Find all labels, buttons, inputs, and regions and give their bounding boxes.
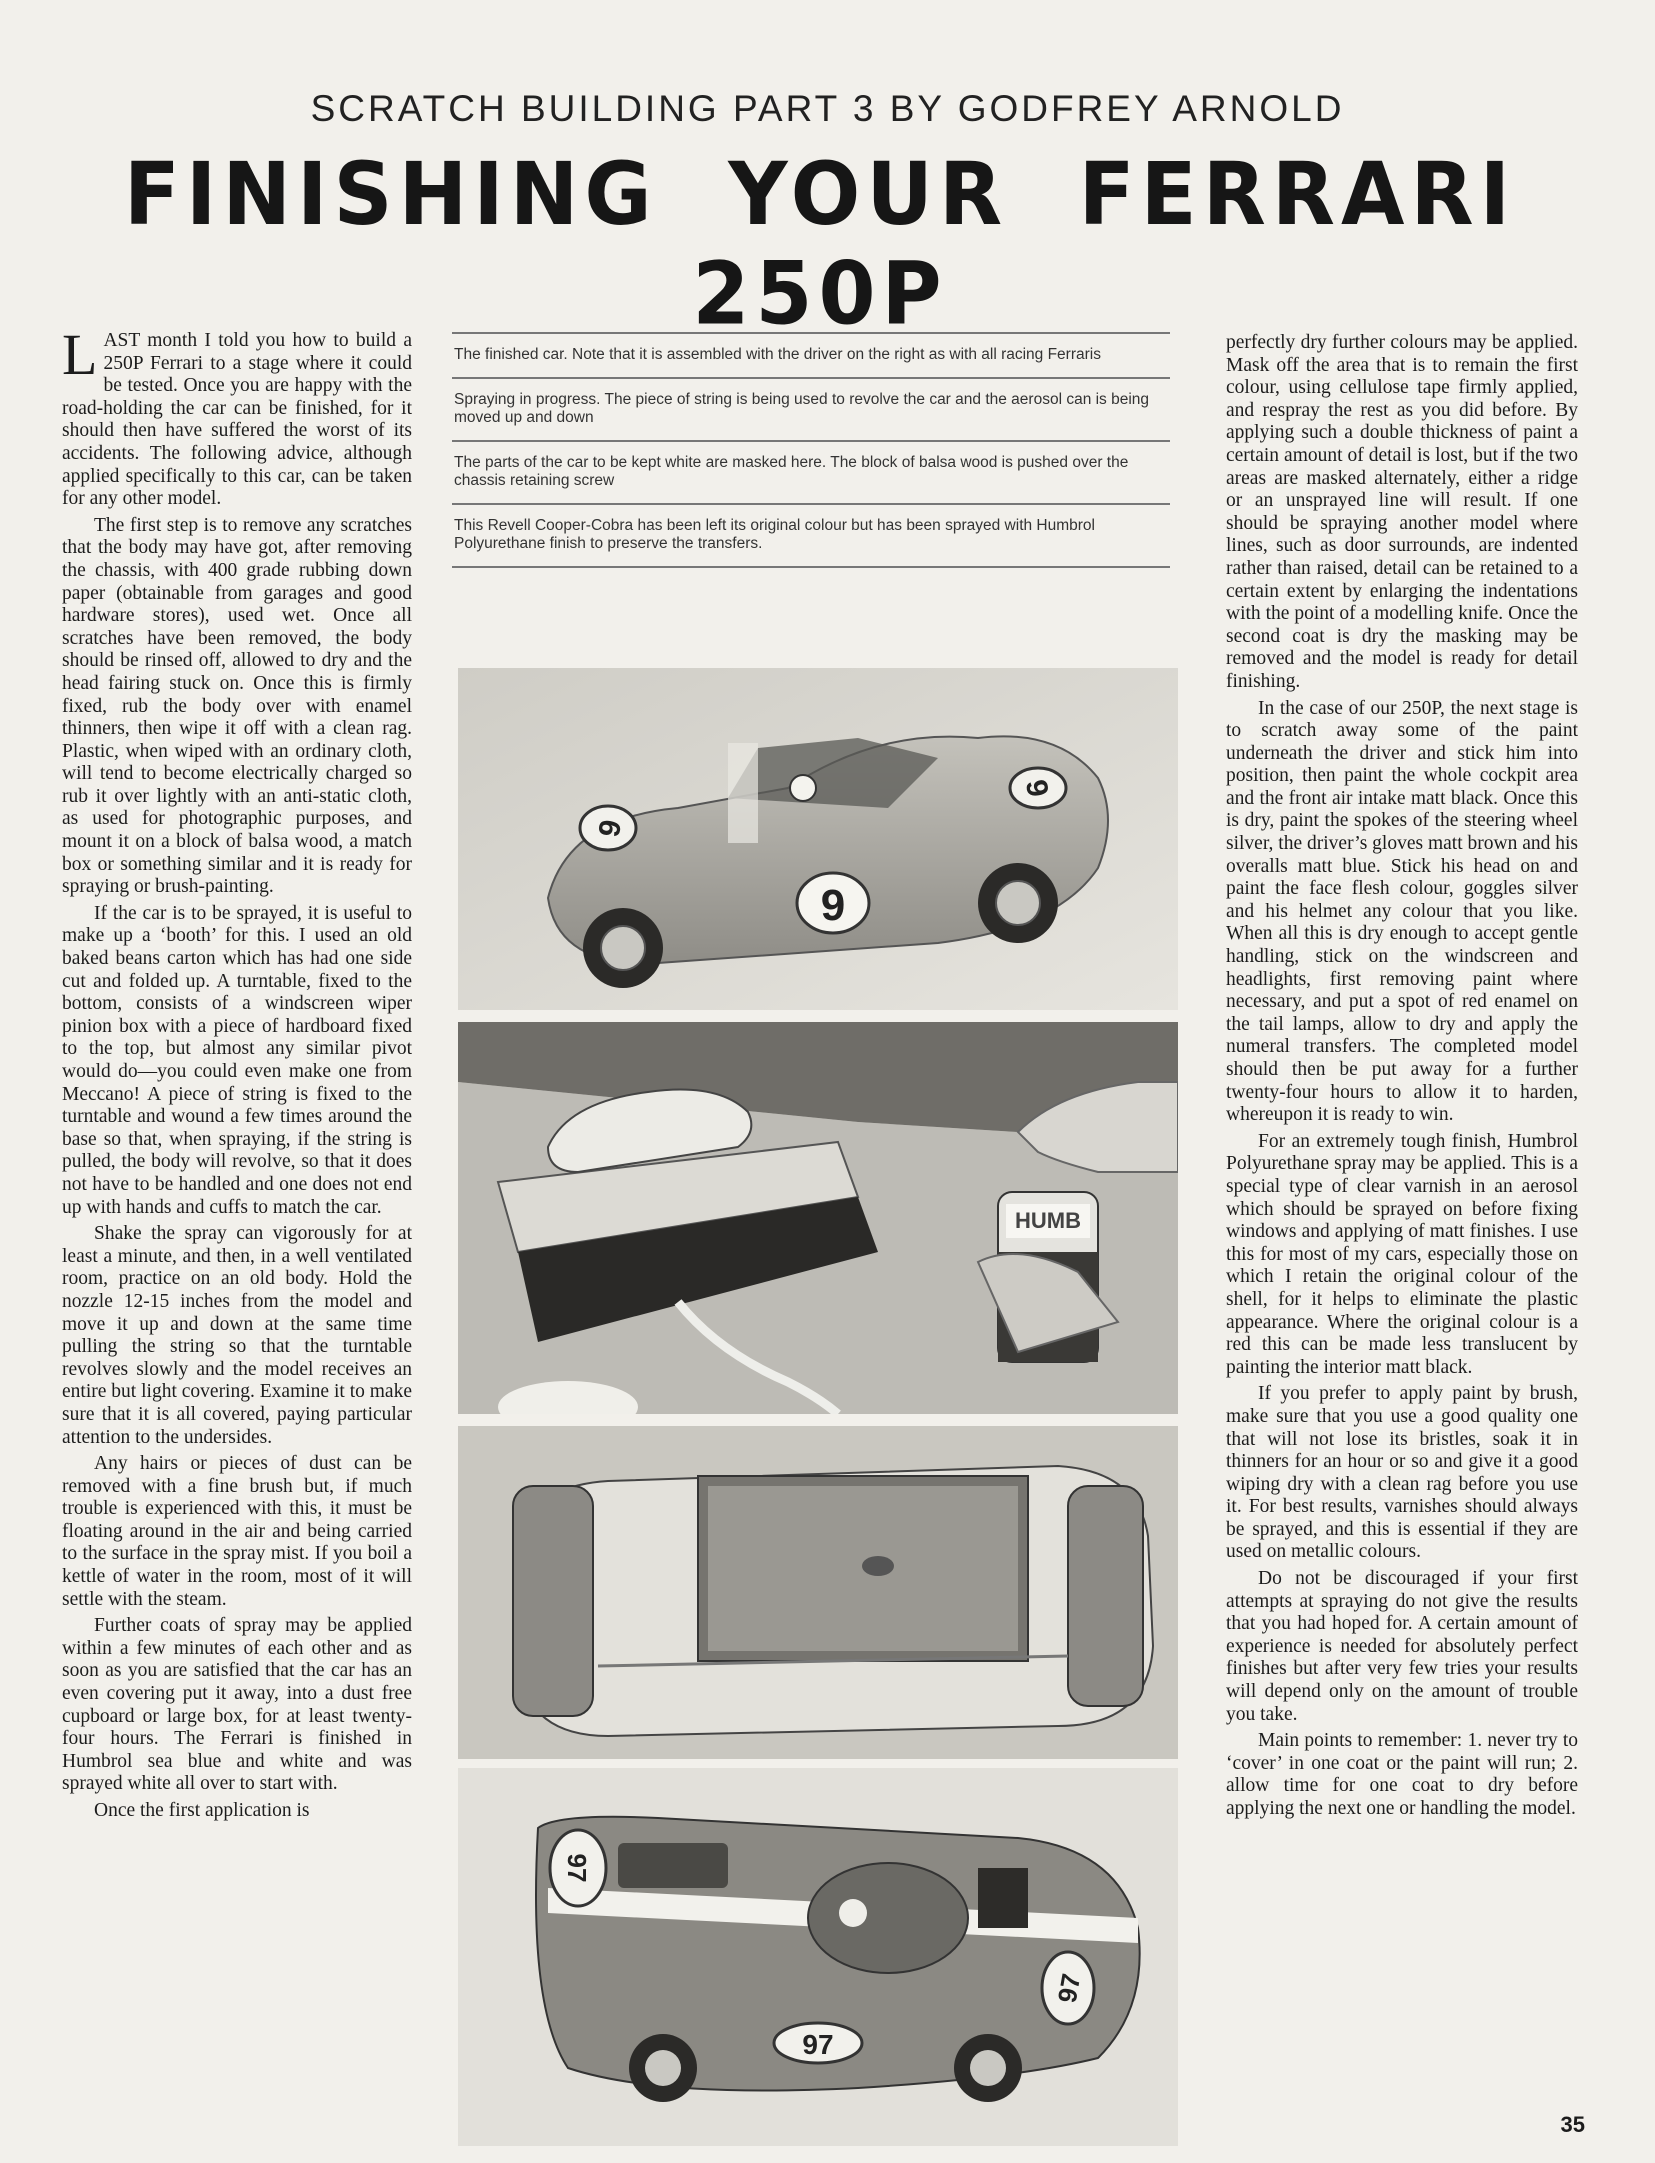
paragraph: The first step is to remove any scratches that the body may have got, after removing the chassis, with 400 grade rubbing down paper (obtainable from garages and good hardware stores), used wet. Once all scratches have been removed, the body should be rinsed off, allowed to dry and the head fairing stuck on. Once this is firmly fixed, rub the body over with enamel thinners, then wipe it off with a clean rag. Plastic, when wiped with an ordinary cloth, will tend to become electrically charged so rub it over lightly with an anti-static cloth, as used for photographic purposes, and mount it on a block of balsa wood, a match box or something similar and it is ready for spraying or brush-painting. [62,514,412,898]
paragraph: Any hairs or pieces of dust can be removed with a fine brush but, if much trouble is experienced with this, it must be floating around in the air and being carried to the surface in the spray mist. If you boil a kettle of water in the room, most of it will settle with the steam. [62,1453,412,1610]
paragraph-text: AST month I told you how to build a 250P Ferrari to a stage where it could be tested. Once you are happy with the road-holding the car can be finished, for it should then have suffered the worst of its accidents. The following advice, although applied specifically to this car, can be taken for any other model. [62,330,412,510]
caption-spraying: Spraying in progress. The piece of string is being used to revolve the car and the aerosol can is being moved up and down [452,379,1170,442]
spray-can-label: HUMB [1015,1208,1081,1233]
cobra-number-side: 97 [802,2029,834,2060]
caption-masking: The parts of the car to be kept white are masked here. The block of balsa wood is pushed over the chassis retaining screw [452,442,1170,505]
photo-cooper-cobra [458,1768,1178,2146]
car-number-nose: 9 [592,817,629,840]
paragraph: Do not be discouraged if your first attempts at spraying do not give the results that you had hoped for. A certain amount of experience is needed for absolutely perfect finishes but after very few tries your results will depend only on the amount of trouble you take. [1226,1568,1578,1725]
paragraph: Once the first application is [94,1800,310,1821]
article-kicker: SCRATCH BUILDING PART 3 BY GODFREY ARNOLD [310,88,1345,129]
car-number-side: 9 [820,881,846,930]
paragraph: Main points to remember: 1. never try to ‘cover’ in one coat or the paint will run; 2. allow time for one coat to dry before applying the next one or handling the model. [1226,1730,1578,1819]
paragraph: For an extremely tough finish, Humbrol Polyurethane spray may be applied. This is a special type of clear varnish in an aerosol which should be sprayed on before fixing windows and applying of matt finishes. I use this for most of my cars, especially those on which I retain the original colour of the shell, for it helps to eliminate the plastic appearance. Where the original colour is a red this can be made less translucent by painting the interior matt black. [1226,1130,1578,1378]
paragraph: Further coats of spray may be applied within a few minutes of each other and as soon as you are satisfied that the car has an even covering put it away, into a dust free cupboard or large box, for at least twenty-four hours. The Ferrari is finished in Humbrol sea blue and white and was sprayed white all over to start with. [62,1615,412,1795]
photo-masked-body [458,1426,1178,1759]
photo-spraying-booth [458,1022,1178,1414]
cobra-number-tail: 97 [1051,1971,1087,2006]
right-text-column [1226,332,1578,1821]
car-number-tail: 9 [1018,777,1055,800]
caption-cooper-cobra: This Revell Cooper-Cobra has been left its original colour but has been sprayed with Humbrol Polyurethane finish to preserve the transfers. [452,505,1170,568]
page-number: 35 [1560,2112,1585,2137]
photo-captions [452,332,1170,568]
paragraph: perfectly dry further colours may be applied. Mask off the area that is to remain the first colour, using cellulose tape firmly applied, and respray the rest as you did before. By applying such a double thickness of paint a certain amount of detail is lost, but if the two areas are masked alternately, either a ridge or an unsprayed line will result. If one should be spraying another model where lines, such as door surrounds, are indented rather than raised, detail can be retained to a certain extent by enlarging the indentations with the point of a modelling knife. Once the second coat is dry the masking may be removed and the model is ready for detail finishing. [1226,332,1578,692]
left-text-column [62,322,412,1823]
caption-finished-car: The finished car. Note that it is assembled with the driver on the right as with all racing Ferraris [452,334,1170,379]
paragraph [62,322,412,511]
photo-finished-ferrari [458,668,1178,1010]
paragraph: If the car is to be sprayed, it is useful to make up a ‘booth’ for this. I used an old baked beans carton which has had one side cut and folded up. A turntable, fixed to the bottom, consists of a windscreen wiper pinion box with a piece of hardboard fixed to the top, but almost any similar pivot would do—you could even make one from Meccano! A piece of string is fixed to the turntable and wound a few times around the base so that, when spraying, if the string is pulled, the body will revolve, so that it does not have to be handled and one does not end up with hands and cuffs to match the car. [62,902,412,1218]
paragraph: If you prefer to apply paint by brush, make sure that you use a good quality one that will not lose its bristles, soak it in thinners for an hour or so and give it a good wiping dry with a clean rag before you use it. For best results, varnishes should always be sprayed, and this is essential if they are used on metallic colours. [1226,1383,1578,1563]
cobra-number-nose: 97 [562,1853,592,1883]
paragraph: In the case of our 250P, the next stage is to scratch away some of the paint underneath the driver and stick him into position, then paint the whole cockpit area and the front air intake matt black. Once this is dry, paint the spokes of the steering wheel silver, the driver’s gloves matt brown and his overalls matt blue. Stick his head on and paint the face flesh colour, goggles silver and his helmet any colour that you like. When all this is dry enough to accept gentle handling, stick on the windscreen and headlights, first removing paint where necessary, and put a spot of red enamel on the tail lamps, allow to dry and apply the numeral transfers. The completed model should then be put away for a further twenty-four hours to allow it to harden, whereupon it is ready to win. [1226,697,1578,1126]
paragraph: Shake the spray can vigorously for at least a minute, and then, in a well ventilated room, practice on an old body. Hold the nozzle 12-15 inches from the model and move it up and down at the same time pulling the string so that the turntable revolves slowly and the model receives an entire but light covering. Examine it to make sure that it is all covered, paying particular attention to the undersides. [62,1223,412,1448]
article-headline: FINISHING YOUR FERRARI 250P [123,145,1517,345]
drop-cap: L [62,322,98,387]
